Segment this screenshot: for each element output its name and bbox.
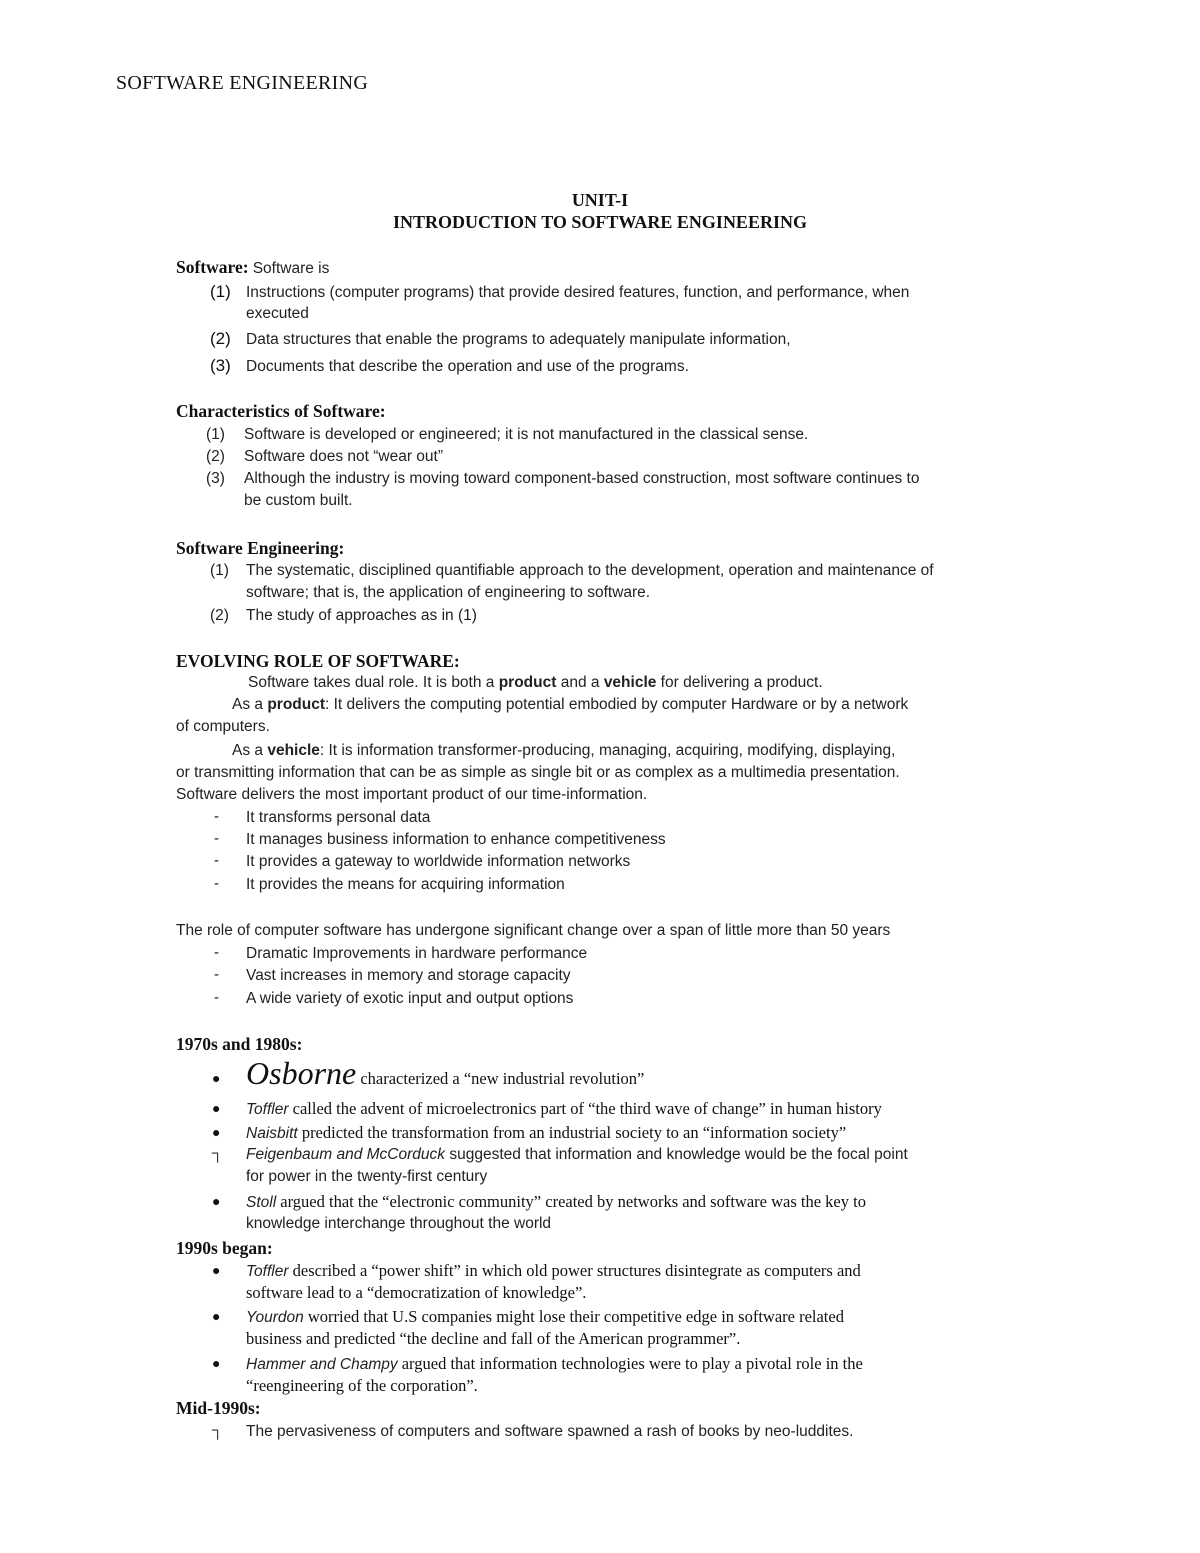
list-item-text: Software does not “wear out”	[244, 448, 444, 465]
list-item-cont: “reengineering of the corporation”.	[246, 1376, 478, 1395]
list-item	[246, 1123, 846, 1143]
bold-term: product	[267, 696, 326, 713]
list-item-text: executed	[246, 305, 309, 322]
bullet-dot: ●	[212, 1102, 221, 1117]
unit-label: UNIT-I	[571, 190, 629, 210]
list-item-text: Although the industry is moving toward component-based construction, most software continues to	[244, 470, 920, 487]
software-heading	[176, 257, 329, 278]
text: characterized a “new industrial revolution”	[356, 1069, 645, 1088]
dash-bullet: -	[214, 852, 219, 869]
software-label: Software:	[176, 257, 249, 277]
square-bullet: ┐	[212, 1422, 224, 1439]
list-item-text: It transforms personal data	[246, 809, 431, 826]
author-name: Stoll	[246, 1194, 277, 1211]
list-item-cont: for power in the twenty-first century	[246, 1168, 488, 1185]
list-item-text: Dramatic Improvements in hardware performance	[246, 945, 588, 962]
text: : It delivers the computing potential embodied by computer Hardware or by a network	[325, 696, 909, 713]
list-item-text: Vast increases in memory and storage capacity	[246, 967, 571, 984]
s7080-heading: 1970s and 1980s:	[176, 1034, 303, 1054]
text: predicted the transformation from an industrial society to an “information society”	[297, 1123, 847, 1142]
bullet-dot: ●	[212, 1264, 221, 1279]
author-name: Naisbitt	[246, 1125, 298, 1142]
dash-bullet: -	[214, 966, 219, 983]
list-number: (2)	[210, 329, 231, 348]
text: As a	[232, 696, 268, 713]
author-name: Osborne	[246, 1055, 357, 1091]
list-item-text: Data structures that enable the programs to adequately manipulate information,	[246, 331, 791, 348]
list-item-cont: software lead to a “democratization of knowledge”.	[246, 1283, 587, 1302]
list-number: (3)	[210, 356, 231, 375]
characteristics-heading: Characteristics of Software:	[176, 401, 386, 421]
list-number: (2)	[210, 607, 229, 624]
page-title: INTRODUCTION TO SOFTWARE ENGINEERING	[393, 212, 807, 232]
list-item-text: The study of approaches as in (1)	[246, 607, 477, 624]
bullet-dot: ●	[212, 1072, 221, 1087]
s90-heading: 1990s began:	[176, 1238, 273, 1258]
software-lead: Software is	[252, 260, 330, 277]
author-name: Toffler	[246, 1263, 289, 1280]
list-number: (3)	[206, 470, 225, 487]
list-item	[246, 1055, 644, 1092]
evolving-paragraph-1	[248, 674, 823, 692]
text: and a	[556, 674, 604, 691]
list-item-text: Documents that describe the operation and use of the programs.	[246, 358, 689, 375]
text: for delivering a product.	[656, 674, 823, 691]
text: : It is information transformer-producing, managing, acquiring, modifying, displaying,	[319, 742, 896, 759]
bold-term: vehicle	[267, 742, 320, 759]
list-item-text: A wide variety of exotic input and output options	[246, 990, 574, 1007]
bullet-dot: ●	[212, 1357, 221, 1372]
dash-bullet: -	[214, 830, 219, 847]
list-item-text: Instructions (computer programs) that provide desired features, function, and performance, when	[246, 284, 910, 301]
evolving-paragraph-2-cont: of computers.	[176, 718, 270, 735]
list-item-text: Software is developed or engineered; it is not manufactured in the classical sense.	[244, 426, 809, 443]
list-number: (1)	[210, 282, 231, 301]
list-item	[246, 1354, 863, 1374]
list-number: (2)	[206, 448, 225, 465]
dash-bullet: -	[214, 944, 219, 961]
bullet-dot: ●	[212, 1195, 221, 1210]
bullet-dot: ●	[212, 1310, 221, 1325]
list-item	[246, 1307, 844, 1327]
role-line: The role of computer software has undergone significant change over a span of little more than 50 years	[176, 922, 891, 939]
bullet-dot: ●	[212, 1126, 221, 1141]
list-item-text: It manages business information to enhance competitiveness	[246, 831, 666, 848]
dash-bullet: -	[214, 875, 219, 892]
author-name: Yourdon	[246, 1309, 304, 1326]
list-item	[246, 1192, 866, 1212]
text: Software takes dual role. It is both a	[248, 674, 499, 691]
bold-term: vehicle	[603, 674, 657, 691]
evolving-heading: EVOLVING ROLE OF SOFTWARE:	[176, 651, 460, 671]
list-item	[246, 1261, 861, 1281]
author-name: Hammer and Champy	[246, 1356, 398, 1373]
list-item-text: The pervasiveness of computers and software spawned a rash of books by neo-luddites.	[246, 1423, 854, 1440]
dash-bullet: -	[214, 808, 219, 825]
page-header: SOFTWARE ENGINEERING	[116, 72, 369, 94]
text: called the advent of microelectronics part of “the third wave of change” in human history	[288, 1099, 882, 1118]
list-number: (1)	[210, 562, 229, 579]
evolving-paragraph-3-cont: or transmitting information that can be as simple as single bit or as complex as a multimedia presentation.	[176, 764, 900, 781]
dash-bullet: -	[214, 989, 219, 1006]
square-bullet: ┐	[212, 1145, 224, 1162]
list-item-text: The systematic, disciplined quantifiable approach to the development, operation and maintenance of	[246, 562, 934, 579]
list-number: (1)	[206, 426, 225, 443]
list-item	[246, 1146, 908, 1164]
list-item	[246, 1099, 882, 1119]
list-item-cont: business and predicted “the decline and fall of the American programmer”.	[246, 1329, 741, 1348]
evolving-paragraph-3	[232, 742, 895, 760]
author-name: Toffler	[246, 1101, 289, 1118]
list-item-text: be custom built.	[244, 492, 353, 509]
text: argued that information technologies were to play a pivotal role in the	[397, 1354, 863, 1373]
text: As a	[232, 742, 268, 759]
bold-term: product	[498, 674, 557, 691]
list-item-text: It provides a gateway to worldwide information networks	[246, 853, 631, 870]
list-item-text: It provides the means for acquiring information	[246, 876, 565, 893]
text: suggested that information and knowledge would be the focal point	[445, 1146, 908, 1163]
evolving-paragraph-2	[232, 696, 908, 714]
mid90-heading: Mid-1990s:	[176, 1398, 261, 1418]
text: described a “power shift” in which old power structures disintegrate as computers and	[288, 1261, 861, 1280]
list-item-text: software; that is, the application of engineering to software.	[246, 584, 651, 601]
evolving-paragraph-3-cont: Software delivers the most important product of our time-information.	[176, 786, 648, 803]
author-name: Feigenbaum and McCorduck	[246, 1146, 446, 1163]
text: argued that the “electronic community” created by networks and software was the key to	[276, 1192, 866, 1211]
se-heading: Software Engineering:	[176, 538, 345, 558]
text: worried that U.S companies might lose their competitive edge in software related	[303, 1307, 844, 1326]
list-item-cont: knowledge interchange throughout the world	[246, 1215, 552, 1232]
